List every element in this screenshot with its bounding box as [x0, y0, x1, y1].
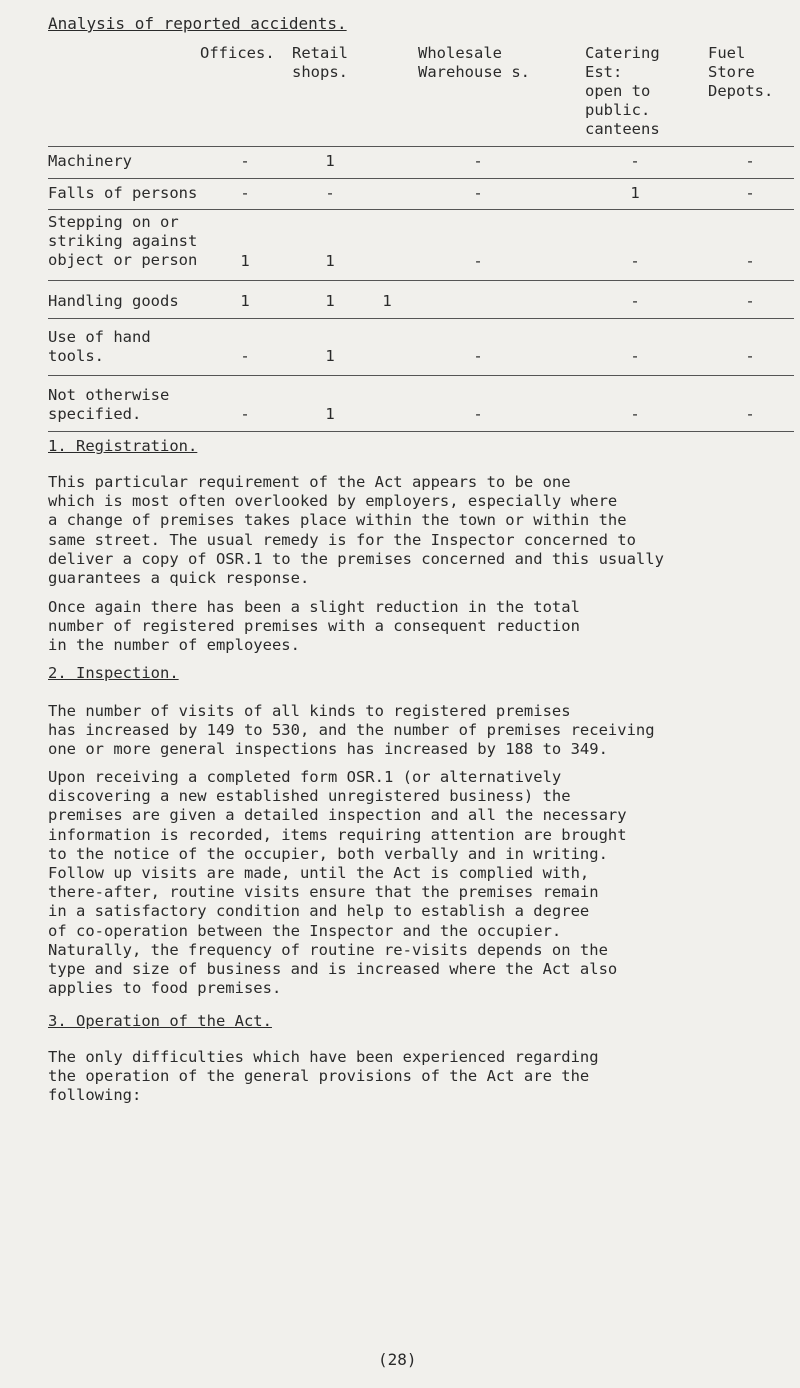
table-cell: -	[630, 152, 640, 170]
table-cell: -	[745, 152, 755, 170]
table-row-label: Falls of persons	[48, 184, 198, 202]
table-row-label: Stepping on or striking against object or person	[48, 213, 198, 269]
table-cell: -	[473, 252, 483, 270]
paragraph: This particular requirement of the Act appears to be one which is most often overlooked by employers, especially where a change of premises takes place within the town or within the same street. The usual remedy is for the Inspector concerned to deliver a copy of OSR.1 to the premises concerned and this usually guarantees a quick response.	[48, 473, 664, 588]
section-heading-inspection: 2. Inspection.	[48, 664, 179, 682]
table-rule	[48, 280, 794, 281]
table-cell: 1	[630, 184, 640, 202]
paragraph: The only difficulties which have been experienced regarding the operation of the general provisions of the Act are the following:	[48, 1048, 599, 1105]
table-cell: 1	[325, 252, 335, 270]
table-cell: -	[745, 292, 755, 310]
paragraph: Upon receiving a completed form OSR.1 (or alternatively discovering a new established unregistered business) the premises are given a detailed inspection and all the necessary information is recorded, items requiring attention are brought to the notice of the occupier, both verbally and in writing. Follow up visits are made, until the Act is complied with, there-after, routine visits ensure that the premises remain in a satisfactory condition and help to establish a degree of co-operation between the Inspector and the occupier. Naturally, the frequency of routine re-visits depends on the type and size of business and is increased where the Act also applies to food premises.	[48, 768, 627, 998]
table-cell: -	[745, 347, 755, 365]
table-row-label: Handling goods	[48, 292, 179, 310]
table-cell: -	[325, 184, 335, 202]
table-cell: -	[745, 405, 755, 423]
table-row-label: Not otherwise specified.	[48, 386, 170, 423]
section-heading-operation: 3. Operation of the Act.	[48, 1012, 272, 1030]
table-cell: 1	[325, 347, 335, 365]
table-cell: -	[473, 184, 483, 202]
column-header-retail-shops: Retail shops.	[292, 44, 348, 81]
table-row-label: Use of hand tools.	[48, 328, 151, 365]
table-cell: -	[630, 292, 640, 310]
table-cell: -	[473, 347, 483, 365]
table-cell: 1	[240, 252, 250, 270]
column-header-fuel-depots: Fuel Store Depots.	[708, 44, 774, 100]
table-cell: -	[630, 405, 640, 423]
table-cell: -	[240, 405, 250, 423]
table-cell: -	[240, 184, 250, 202]
table-cell: 1	[325, 152, 335, 170]
table-cell: -	[240, 347, 250, 365]
table-rule	[48, 209, 794, 210]
table-rule	[48, 178, 794, 179]
table-rule	[48, 375, 794, 376]
page-number: (28)	[378, 1350, 417, 1369]
column-header-catering: Catering Est: open to public. canteens	[585, 44, 660, 138]
table-cell: -	[240, 152, 250, 170]
paragraph: Once again there has been a slight reduction in the total number of registered premises with a consequent reduction in the number of employees.	[48, 598, 580, 655]
table-cell: 1	[325, 292, 335, 310]
table-cell: 1	[325, 405, 335, 423]
table-cell: -	[745, 184, 755, 202]
table-cell: 1	[382, 292, 392, 310]
table-cell: -	[630, 252, 640, 270]
table-cell: -	[473, 152, 483, 170]
table-cell: -	[745, 252, 755, 270]
paragraph: The number of visits of all kinds to registered premises has increased by 149 to 530, and the number of premises receiving one or more general inspections has increased by 188 to 349.	[48, 702, 655, 759]
table-cell: 1	[240, 292, 250, 310]
table-cell: -	[630, 347, 640, 365]
column-header-wholesale-warehouses: Wholesale Warehouse s.	[418, 44, 530, 81]
table-rule	[48, 431, 794, 432]
table-cell: -	[473, 405, 483, 423]
section-heading-registration: 1. Registration.	[48, 437, 198, 455]
table-rule	[48, 318, 794, 319]
page-title: Analysis of reported accidents.	[48, 14, 347, 33]
table-row-label: Machinery	[48, 152, 132, 170]
column-header-offices: Offices.	[200, 44, 275, 62]
table-rule	[48, 146, 794, 147]
